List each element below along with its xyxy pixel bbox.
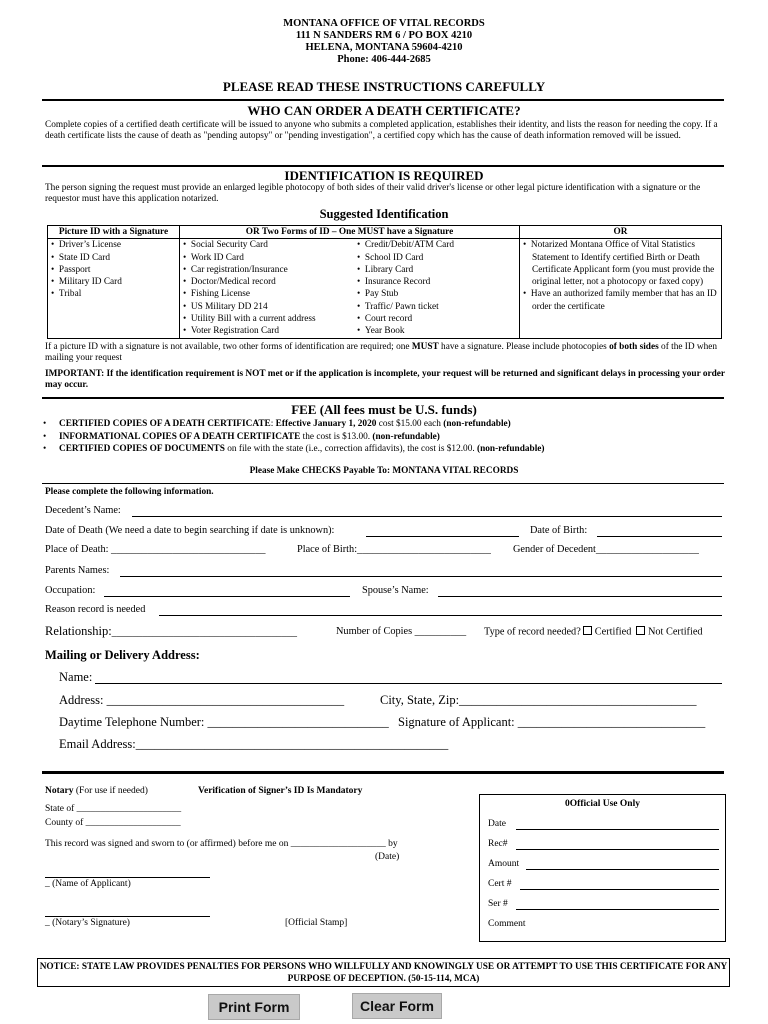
mailing-name-label: Name:	[59, 670, 93, 684]
checks-payable: Please Make CHECKS Payable To: MONTANA VITAL RECORDS	[249, 466, 519, 476]
place-of-birth-field[interactable]: Place of Birth:__________________________	[297, 544, 491, 555]
col-picture-id-header: Picture ID with a Signature	[48, 226, 180, 239]
list-item: • Credit/Debit/ATM Card	[357, 239, 516, 251]
official-comment-label: Comment	[488, 919, 526, 929]
col-or-header: OR	[520, 226, 722, 239]
notary-date-label: (Date)	[375, 852, 400, 862]
official-use-title: 0Official Use Only	[565, 799, 640, 809]
important-note: IMPORTANT: If the identification requirement is NOT met or if the application is incomplete, your request will be returned and significant delays in processing your order may occur.	[45, 369, 725, 390]
date-of-birth-field[interactable]	[597, 536, 722, 537]
who-text: Complete copies of a certified death certificate will be issued to anyone who submits a completed application, establishes their identity, and lists the reason for needing the copy. If a death certificate lists the cause of death as "pending autopsy" or "pending investigation", a certified copy which has the cause of death information removed will be issued.	[45, 120, 718, 141]
mailing-address-field[interactable]: Address: ______________________________________	[59, 693, 345, 707]
occupation-field[interactable]	[104, 596, 350, 597]
parents-names-label: Parents Names:	[45, 565, 110, 576]
office-phone: Phone: 406-444-2685	[337, 54, 431, 65]
record-type: Type of record needed? Certified Not Certified	[484, 626, 703, 638]
not-certified-checkbox[interactable]	[636, 626, 645, 635]
date-of-death-field[interactable]	[366, 536, 519, 537]
official-cert-label: Cert #	[488, 879, 512, 889]
two-forms-list-b	[354, 239, 520, 338]
list-item: • Court record	[357, 313, 516, 325]
applicant-signature-field[interactable]: Signature of Applicant: ______________________________	[398, 715, 706, 729]
list-item: • Car registration/Insurance	[183, 264, 351, 276]
notary-heading: Notary (For use if needed)	[45, 786, 148, 796]
list-item: • Military ID Card	[51, 276, 176, 288]
identification-heading: IDENTIFICATION IS REQUIRED	[284, 168, 484, 183]
official-rec-label: Rec#	[488, 839, 508, 849]
spouse-name-label: Spouse’s Name:	[362, 585, 429, 596]
reason-label: Reason record is needed	[45, 604, 146, 615]
list-item: • Doctor/Medical record	[183, 276, 351, 288]
official-ser-field[interactable]	[516, 909, 719, 910]
list-item: • Insurance Record	[357, 276, 516, 288]
city-state-zip-field[interactable]: City, State, Zip:______________________________________	[380, 693, 697, 707]
identification-text: The person signing the request must provide an enlarged legible photocopy of both sides of their valid driver's license or other legal picture identification with a signature or the requestor must have this application notarized.	[45, 183, 701, 204]
list-item: • Social Security Card	[183, 239, 351, 251]
relationship-field[interactable]: ____________________________________	[111, 627, 298, 638]
list-item: • State ID Card	[51, 252, 176, 264]
place-of-death-field[interactable]: Place of Death: ______________________________	[45, 544, 266, 555]
daytime-phone-field[interactable]: Daytime Telephone Number: _____________________________	[59, 715, 389, 729]
official-date-label: Date	[488, 819, 506, 829]
date-of-death-label: Date of Death (We need a date to begin searching if date is unknown):	[45, 525, 335, 536]
official-use-box	[479, 794, 726, 942]
suggested-identification-heading: Suggested Identification	[319, 207, 449, 221]
list-item: • Pay Stub	[357, 288, 516, 300]
divider	[42, 397, 724, 399]
list-item: • Notarized Montana Office of Vital Statistics Statement to Identify certified Birth or Death Certificate Applicant form (you must provide the original letter, not a photocopy or faxed copy)	[532, 239, 718, 288]
form-instruction: Please complete the following information.	[45, 487, 214, 497]
col-two-forms-header: OR Two Forms of ID – One MUST have a Signature	[180, 226, 520, 239]
print-form-button[interactable]: Print Form	[208, 994, 300, 1020]
relationship-label: Relationship:____________________________________	[45, 624, 298, 638]
official-stamp-label: [Official Stamp]	[285, 918, 348, 928]
official-rec-field[interactable]	[516, 849, 719, 850]
instructions-heading: PLEASE READ THESE INSTRUCTIONS CAREFULLY	[222, 79, 546, 94]
list-item: • Voter Registration Card	[183, 325, 351, 337]
decedent-name-label: Decedent’s Name:	[45, 505, 121, 516]
clear-form-button[interactable]: Clear Form	[352, 993, 442, 1019]
identification-note: If a picture ID with a signature is not available, two other forms of identification are required; one MUST have a signature. Please include photocopies of both sides of the ID when mailing your request	[45, 342, 718, 363]
office-address-1: 111 N SANDERS RM 6 / PO BOX 4210	[295, 30, 473, 41]
divider	[42, 771, 724, 774]
official-amount-label: Amount	[488, 859, 520, 869]
reason-field[interactable]	[159, 615, 722, 616]
list-item: • US Military DD 214	[183, 301, 351, 313]
divider	[42, 99, 724, 101]
number-of-copies-field[interactable]: __________	[414, 626, 467, 637]
mailing-name-field[interactable]	[95, 683, 722, 684]
occupation-label: Occupation:	[45, 585, 96, 596]
list-item: • Year Book	[357, 325, 516, 337]
certified-checkbox[interactable]	[583, 626, 592, 635]
divider	[42, 483, 724, 484]
identification-table	[47, 225, 722, 339]
two-forms-list-a	[180, 239, 355, 338]
fee-item: • INFORMATIONAL COPIES OF A DEATH CERTIFICATE the cost is $13.00. (non-refundable)	[59, 431, 724, 444]
list-item: • Driver’s License	[51, 239, 176, 251]
number-of-copies: Number of Copies __________	[336, 626, 467, 637]
fee-heading: FEE (All fees must be U.S. funds)	[291, 402, 477, 417]
notary-sworn-statement[interactable]: This record was signed and sworn to (or affirmed) before me on ____________________ by	[45, 839, 398, 849]
verification-heading: Verification of Signer’s ID Is Mandatory	[198, 786, 363, 796]
date-of-birth-label: Date of Birth:	[530, 525, 588, 536]
list-item: • Traffic/ Pawn ticket	[357, 301, 516, 313]
list-item: • Fishing License	[183, 288, 351, 300]
picture-id-list	[48, 239, 180, 338]
email-field[interactable]: Email Address:__________________________________________________	[59, 737, 449, 751]
gender-field[interactable]: Gender of Decedent____________________	[513, 544, 699, 555]
mailing-heading: Mailing or Delivery Address:	[45, 648, 200, 662]
parents-names-field[interactable]	[120, 576, 722, 577]
divider	[42, 165, 724, 167]
official-cert-field[interactable]	[520, 889, 719, 890]
list-item: • Tribal	[51, 288, 176, 300]
list-item: • Library Card	[357, 264, 516, 276]
office-address-2: HELENA, MONTANA 59604-4210	[305, 42, 463, 53]
official-date-field[interactable]	[516, 829, 719, 830]
legal-notice: NOTICE: STATE LAW PROVIDES PENALTIES FOR PERSONS WHO WILLFULLY AND KNOWINGLY USE OR ATTEMPT TO USE THIS CERTIFICATE FOR ANY PURPOSE OF DECEPTION. (50-15-114, MCA)	[37, 958, 730, 987]
or-list	[520, 239, 722, 338]
spouse-name-field[interactable]	[438, 596, 722, 597]
fee-item: • CERTIFIED COPIES OF A DEATH CERTIFICATE: Effective January 1, 2020 cost $15.00 each (non-refundable)	[59, 418, 724, 431]
list-item: • Work ID Card	[183, 252, 351, 264]
notary-signature-label: _ (Notary’s Signature)	[45, 918, 130, 928]
notary-signature-field[interactable]	[45, 916, 210, 917]
notary-state-field[interactable]: State of ______________________	[45, 804, 182, 814]
applicant-name-label: _ (Name of Applicant)	[45, 879, 131, 889]
list-item: • Utility Bill with a current address	[183, 313, 351, 325]
decedent-name-field[interactable]	[132, 516, 722, 517]
who-heading: WHO CAN ORDER A DEATH CERTIFICATE?	[247, 103, 521, 118]
list-item: • School ID Card	[357, 252, 516, 264]
office-name: MONTANA OFFICE OF VITAL RECORDS	[283, 18, 485, 29]
list-item: • Passport	[51, 264, 176, 276]
official-amount-field[interactable]	[526, 869, 719, 870]
fee-item: • CERTIFIED COPIES OF DOCUMENTS on file with the state (i.e., correction affidavits), the cost is $12.00. (non-refundable)	[59, 443, 724, 456]
applicant-name-field[interactable]	[45, 877, 210, 878]
official-ser-label: Ser #	[488, 899, 508, 909]
list-item: • Have an authorized family member that has an ID order the certificate	[532, 288, 718, 313]
notary-county-field[interactable]: County of ____________________	[45, 818, 181, 828]
fee-list	[59, 418, 724, 456]
